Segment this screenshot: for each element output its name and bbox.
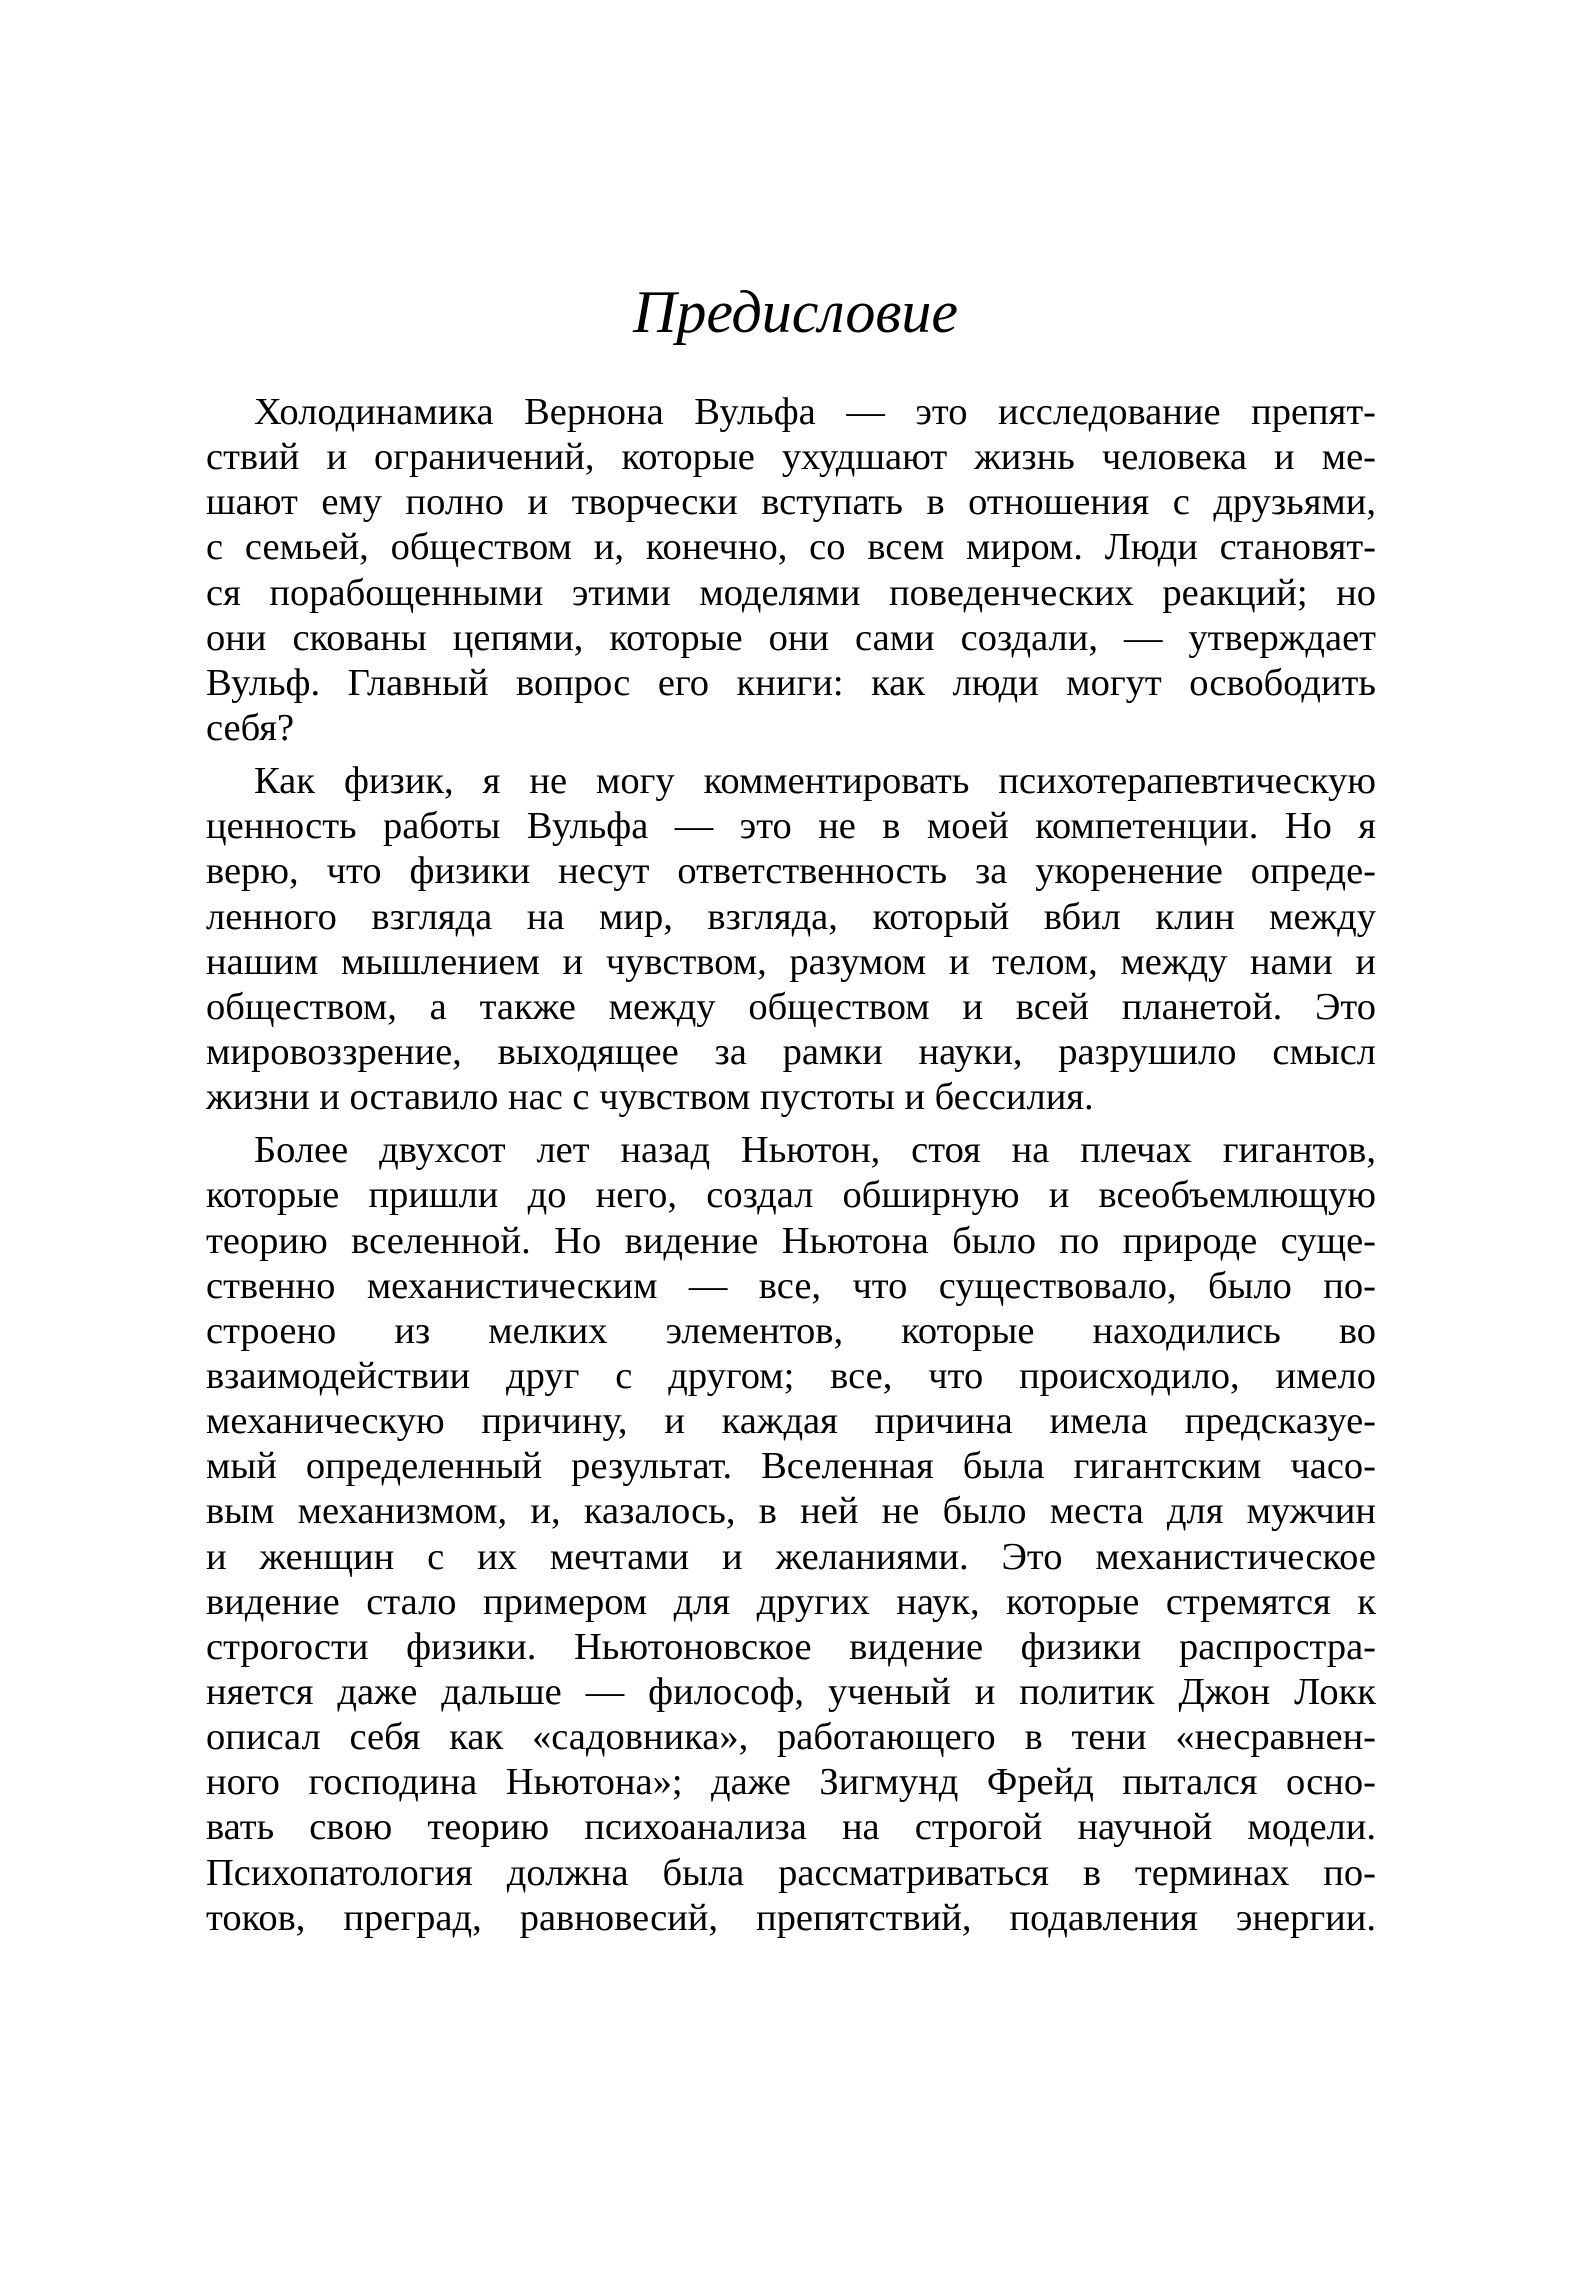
body-text (206, 390, 1376, 1941)
text-line: описал себя как «садовника», работающего в тени «несравнен- (206, 1716, 1376, 1759)
text-line: ствий и ограничений, которые ухудшают жизнь человека и ме- (206, 436, 1376, 479)
text-line: токов, преград, равновесий, препятствий, подавления энергии. (206, 1896, 1376, 1939)
text-line: шают ему полно и творчески вступать в отношения с друзьями, (206, 481, 1376, 524)
page-title: Предисловие (632, 279, 959, 345)
paragraph-gap (206, 751, 1376, 759)
text-line: Вульф. Главный вопрос его книги: как люди могут освободить (206, 661, 1376, 704)
text-line: теорию вселенной. Но видение Ньютона было по природе суще- (206, 1219, 1376, 1262)
text-line: жизни и оставило нас с чувством пустоты и бессилия. (206, 1076, 1094, 1119)
text-line: строено из мелких элементов, которые находились во (206, 1309, 1376, 1352)
text-line: ся порабощенными этими моделями поведенческих реакций; но (206, 571, 1376, 614)
text-line: и женщин с их мечтами и желаниями. Это механистическое (206, 1535, 1376, 1578)
text-line: ственно механистическим — все, что существовало, было по- (206, 1264, 1376, 1307)
text-line: нашим мышлением и чувством, разумом и телом, между нами и (206, 940, 1376, 983)
text-line: себя? (206, 706, 295, 749)
text-line: они скованы цепями, которые они сами создали, — утверждает (206, 616, 1376, 659)
text-line: ленного взгляда на мир, взгляда, который вбил клин между (206, 895, 1376, 938)
text-line: мировоззрение, выходящее за рамки науки, разрушило смысл (206, 1030, 1376, 1073)
text-line: строгости физики. Ньютоновское видение физики распростра- (206, 1625, 1376, 1668)
text-line: которые пришли до него, создал обширную и всеобъемлющую (206, 1174, 1376, 1217)
text-line: верю, что физики несут ответственность за укоренение опреде- (206, 850, 1376, 893)
text-line: Холодинамика Вернона Вульфа — это исследование препят- (254, 391, 1376, 433)
paragraph-2 (206, 759, 1376, 1120)
text-line: обществом, а также между обществом и всей планетой. Это (206, 985, 1376, 1028)
text-line: механическую причину, и каждая причина имела предсказуе- (206, 1400, 1376, 1443)
text-line: вать свою теорию психоанализа на строгой научной модели. (206, 1806, 1376, 1849)
text-line: вым механизмом, и, казалось, в ней не было места для мужчин (206, 1490, 1376, 1533)
text-line: мый определенный результат. Вселенная была гигантским часо- (206, 1445, 1376, 1488)
paragraph-1 (206, 390, 1376, 751)
text-line: с семьей, обществом и, конечно, со всем миром. Люди становят- (206, 526, 1376, 569)
paragraph-gap (206, 1120, 1376, 1128)
text-line: Психопатология должна была рассматриваться в терминах по- (206, 1851, 1376, 1894)
text-line: няется даже дальше — философ, ученый и политик Джон Локк (206, 1670, 1376, 1713)
text-line: Как физик, я не могу комментировать психотерапевтическую (254, 760, 1376, 803)
text-line: ценность работы Вульфа — это не в моей компетенции. Но я (206, 805, 1376, 848)
text-line: взаимодействии друг с другом; все, что происходило, имело (206, 1354, 1376, 1397)
text-line: видение стало примером для других наук, которые стремятся к (206, 1580, 1376, 1623)
text-line: ного господина Ньютона»; даже Зигмунд Фрейд пытался осно- (206, 1761, 1376, 1804)
paragraph-3 (206, 1128, 1376, 1941)
text-line: Более двухсот лет назад Ньютон, стоя на плечах гигантов, (254, 1129, 1376, 1172)
